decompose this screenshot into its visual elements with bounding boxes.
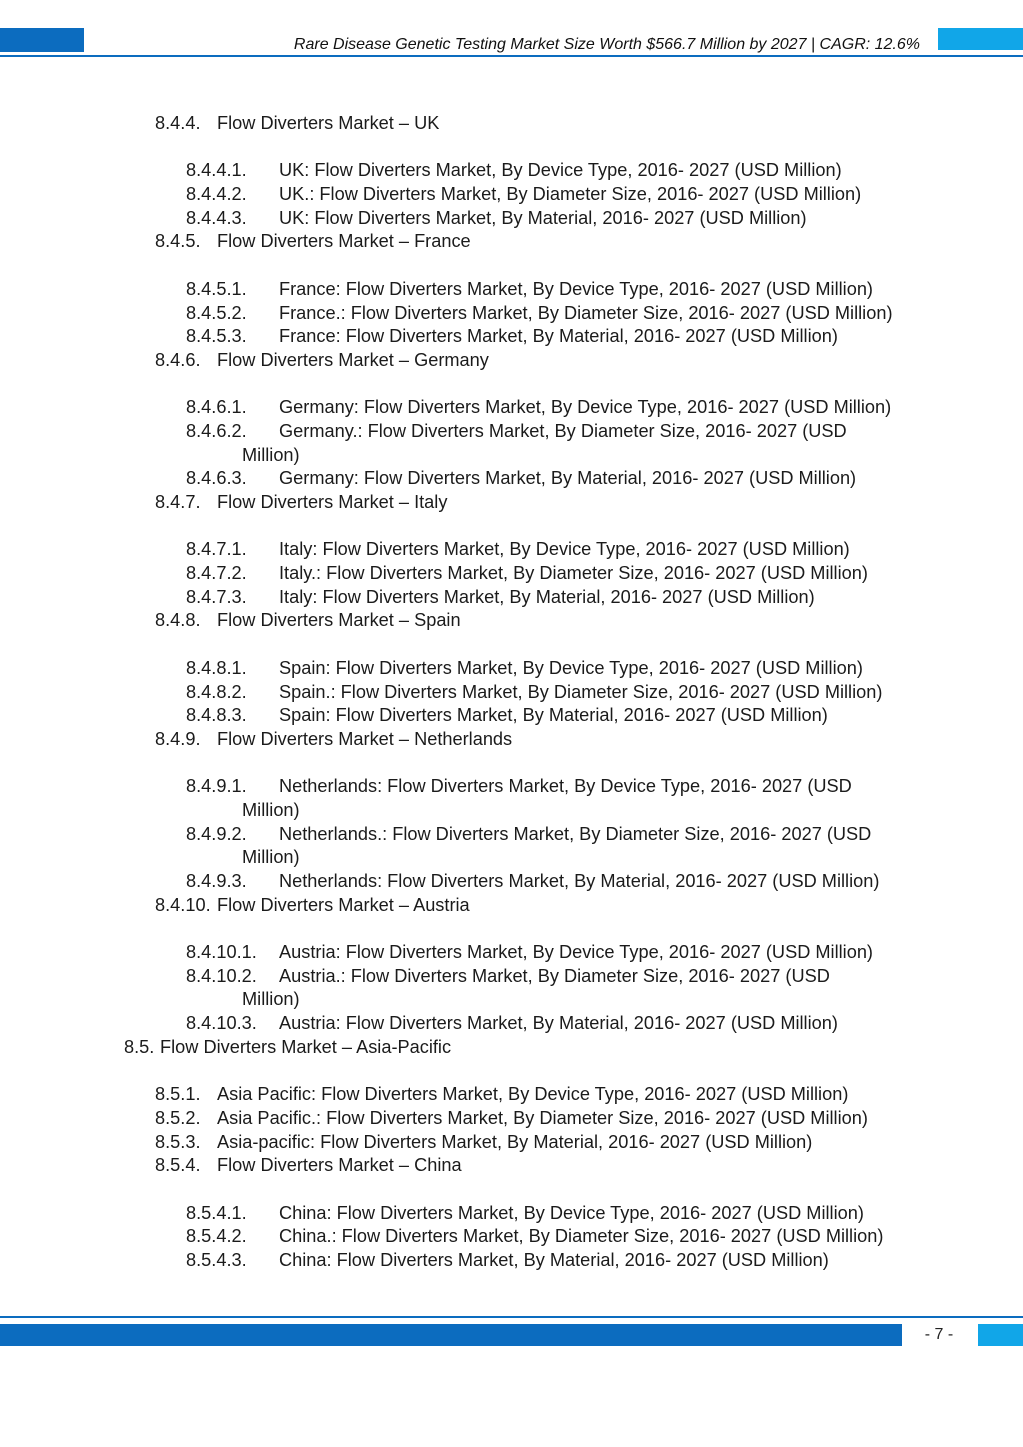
toc-entry[interactable] <box>0 941 1023 965</box>
toc-entry-title: Flow Diverters Market – Italy <box>217 492 448 513</box>
toc-entry-title: Asia-pacific: Flow Diverters Market, By Material, 2016- 2027 (USD Million) <box>217 1131 813 1152</box>
toc-entry-title-continuation: Million) <box>242 847 300 868</box>
toc-entry-number: 8.4.6.1. <box>186 397 247 418</box>
toc-entry-title: Spain: Flow Diverters Market, By Device Type, 2016- 2027 (USD Million) <box>279 657 863 678</box>
toc-entry-number: 8.4.6.3. <box>186 468 247 489</box>
toc-entry[interactable] <box>0 1249 1023 1273</box>
toc-entry-number: 8.4.5.2. <box>186 302 247 323</box>
toc-entry[interactable] <box>0 1202 1023 1226</box>
toc-entry[interactable] <box>0 823 1023 870</box>
toc-entry-title: Flow Diverters Market – UK <box>217 113 440 133</box>
toc-entry-number: 8.4.8. <box>155 610 201 631</box>
toc-entry-title: Italy: Flow Diverters Market, By Device Type, 2016- 2027 (USD Million) <box>279 539 850 560</box>
toc-entry-title: Flow Diverters Market – Austria <box>217 894 470 915</box>
toc-entry[interactable] <box>0 586 1023 610</box>
toc-entry-number: 8.4.10.2. <box>186 965 257 986</box>
toc-entry-number: 8.4.7.2. <box>186 563 247 584</box>
toc-entry-title: France.: Flow Diverters Market, By Diameter Size, 2016- 2027 (USD Million) <box>279 302 893 323</box>
page-header-title: Rare Disease Genetic Testing Market Size Worth $566.7 Million by 2027 | CAGR: 12.6% <box>293 36 920 53</box>
toc-entry-number: 8.5.2. <box>155 1107 201 1128</box>
toc-entry-number: 8.4.8.2. <box>186 681 247 702</box>
toc-entry-title: Austria: Flow Diverters Market, By Material, 2016- 2027 (USD Million) <box>279 1013 838 1034</box>
toc-spacer <box>0 917 1023 941</box>
toc-entry-title: Italy.: Flow Diverters Market, By Diameter Size, 2016- 2027 (USD Million) <box>279 563 868 584</box>
toc-entry[interactable] <box>0 278 1023 302</box>
toc-entry-title: Flow Diverters Market – China <box>217 1155 462 1176</box>
toc-entry-title: Flow Diverters Market – Netherlands <box>217 728 513 749</box>
toc-entry-title: Spain: Flow Diverters Market, By Material, 2016- 2027 (USD Million) <box>279 705 828 726</box>
toc-entry-number: 8.4.4.2. <box>186 184 247 205</box>
toc-entry-title: Flow Diverters Market – Spain <box>217 610 461 631</box>
toc-entry-title: Germany: Flow Diverters Market, By Material, 2016- 2027 (USD Million) <box>279 468 857 489</box>
toc-entry[interactable] <box>0 112 1023 136</box>
toc-entry[interactable] <box>0 420 1023 467</box>
toc-entry-number: 8.4.7. <box>155 492 201 513</box>
toc-entry-title: China: Flow Diverters Market, By Device Type, 2016- 2027 (USD Million) <box>279 1202 864 1223</box>
toc-spacer <box>0 1178 1023 1202</box>
toc-spacer <box>0 515 1023 539</box>
footer-accent-bar <box>0 1324 902 1346</box>
toc-entry-title: China: Flow Diverters Market, By Material, 2016- 2027 (USD Million) <box>279 1250 829 1271</box>
toc-entry-title: Netherlands: Flow Diverters Market, By Device Type, 2016- 2027 (USD <box>279 776 852 797</box>
toc-entry[interactable] <box>0 467 1023 491</box>
toc-entry-number: 8.4.9.3. <box>186 871 247 892</box>
toc-entry[interactable] <box>0 609 1023 633</box>
toc-entry[interactable] <box>0 562 1023 586</box>
toc-entry-title: Austria: Flow Diverters Market, By Device Type, 2016- 2027 (USD Million) <box>279 942 873 963</box>
toc-entry-number: 8.4.9.1. <box>186 776 247 797</box>
toc-entry[interactable] <box>0 1154 1023 1178</box>
toc-entry-title-continuation: Million) <box>242 444 300 465</box>
toc-entry[interactable] <box>0 1131 1023 1155</box>
toc-entry-title: Italy: Flow Diverters Market, By Material, 2016- 2027 (USD Million) <box>279 586 815 607</box>
toc-entry-title: Netherlands: Flow Diverters Market, By Material, 2016- 2027 (USD Million) <box>279 871 880 892</box>
footer-accent-right <box>978 1324 1023 1346</box>
toc-entry-title: Flow Diverters Market – Germany <box>217 349 489 370</box>
toc-entry-number: 8.4.10. <box>155 894 211 915</box>
toc-entry-number: 8.4.10.1. <box>186 942 257 963</box>
toc-entry[interactable] <box>0 870 1023 894</box>
toc-entry-title: France: Flow Diverters Market, By Device Type, 2016- 2027 (USD Million) <box>279 278 873 299</box>
toc-entry[interactable] <box>0 728 1023 752</box>
toc-entry-number: 8.4.8.1. <box>186 657 247 678</box>
toc-entry-number: 8.4.4. <box>155 113 201 133</box>
toc-entry[interactable] <box>0 302 1023 326</box>
toc-entry-title: Flow Diverters Market – France <box>217 231 471 252</box>
toc-entry-number: 8.5.4.3. <box>186 1250 247 1271</box>
toc-entry[interactable] <box>0 1036 1023 1060</box>
header-accent-left <box>0 28 84 52</box>
toc-entry-number: 8.5.4.2. <box>186 1226 247 1247</box>
toc-entry-title: UK.: Flow Diverters Market, By Diameter Size, 2016- 2027 (USD Million) <box>279 184 862 205</box>
toc-entry[interactable] <box>0 681 1023 705</box>
header-rule <box>0 55 1023 57</box>
toc-entry-title: UK: Flow Diverters Market, By Material, 2016- 2027 (USD Million) <box>279 207 807 228</box>
toc-entry-number: 8.4.4.1. <box>186 160 247 181</box>
toc-spacer <box>0 373 1023 397</box>
toc-spacer <box>0 1060 1023 1084</box>
header-accent-right <box>938 28 1023 50</box>
toc-entry[interactable] <box>0 396 1023 420</box>
toc-entry[interactable] <box>0 775 1023 822</box>
toc-entry[interactable] <box>0 894 1023 918</box>
toc-entry-title: France: Flow Diverters Market, By Material, 2016- 2027 (USD Million) <box>279 326 838 347</box>
footer-rule <box>0 1316 1023 1318</box>
toc-entry-number: 8.4.4.3. <box>186 207 247 228</box>
toc-entry-number: 8.5. <box>124 1036 155 1057</box>
toc-entry[interactable] <box>0 1225 1023 1249</box>
toc-entry[interactable] <box>0 538 1023 562</box>
toc-entry-number: 8.4.7.3. <box>186 586 247 607</box>
toc-spacer <box>0 254 1023 278</box>
toc-entry[interactable] <box>0 704 1023 728</box>
toc-entry-title: Asia Pacific: Flow Diverters Market, By Device Type, 2016- 2027 (USD Million) <box>217 1084 849 1105</box>
toc-entry-title: Austria.: Flow Diverters Market, By Diameter Size, 2016- 2027 (USD <box>279 965 830 986</box>
toc-entry[interactable] <box>0 325 1023 349</box>
toc-spacer <box>0 633 1023 657</box>
toc-entry-title: Flow Diverters Market – Asia-Pacific <box>160 1036 452 1057</box>
toc-spacer <box>0 136 1023 160</box>
toc-entry-number: 8.4.10.3. <box>186 1013 257 1034</box>
table-of-contents <box>0 112 1023 1273</box>
toc-entry-title: Netherlands.: Flow Diverters Market, By Diameter Size, 2016- 2027 (USD <box>279 823 872 844</box>
toc-entry-number: 8.4.5.1. <box>186 278 247 299</box>
toc-entry-title: Spain.: Flow Diverters Market, By Diameter Size, 2016- 2027 (USD Million) <box>279 681 883 702</box>
toc-entry-title: UK: Flow Diverters Market, By Device Type, 2016- 2027 (USD Million) <box>279 160 842 181</box>
toc-entry[interactable] <box>0 230 1023 254</box>
page-number: - 7 - <box>924 1326 954 1343</box>
toc-entry-title: China.: Flow Diverters Market, By Diameter Size, 2016- 2027 (USD Million) <box>279 1226 884 1247</box>
toc-entry-number: 8.4.9.2. <box>186 823 247 844</box>
toc-entry-number: 8.4.9. <box>155 728 201 749</box>
toc-entry-number: 8.4.7.1. <box>186 539 247 560</box>
toc-entry-title-continuation: Million) <box>242 989 300 1010</box>
toc-entry-number: 8.4.5.3. <box>186 326 247 347</box>
toc-entry-number: 8.5.3. <box>155 1131 201 1152</box>
toc-entry[interactable] <box>0 1012 1023 1036</box>
toc-entry-title: Asia Pacific.: Flow Diverters Market, By Diameter Size, 2016- 2027 (USD Million) <box>217 1107 868 1128</box>
toc-entry[interactable] <box>0 491 1023 515</box>
toc-entry-number: 8.4.5. <box>155 231 201 252</box>
toc-entry-number: 8.5.4. <box>155 1155 201 1176</box>
toc-entry[interactable] <box>0 1083 1023 1107</box>
toc-entry-number: 8.5.1. <box>155 1084 201 1105</box>
toc-entry-number: 8.4.6.2. <box>186 420 247 441</box>
toc-entry[interactable] <box>0 349 1023 373</box>
toc-entry-number: 8.4.6. <box>155 349 201 370</box>
toc-entry-number: 8.4.8.3. <box>186 705 247 726</box>
toc-entry[interactable] <box>0 159 1023 183</box>
toc-entry-title-continuation: Million) <box>242 799 300 820</box>
toc-entry[interactable] <box>0 207 1023 231</box>
toc-entry[interactable] <box>0 657 1023 681</box>
toc-entry-number: 8.5.4.1. <box>186 1202 247 1223</box>
toc-entry-title: Germany: Flow Diverters Market, By Device Type, 2016- 2027 (USD Million) <box>279 397 892 418</box>
toc-spacer <box>0 752 1023 776</box>
toc-entry-title: Germany.: Flow Diverters Market, By Diameter Size, 2016- 2027 (USD <box>279 420 847 441</box>
toc-entry[interactable] <box>0 1107 1023 1131</box>
toc-entry[interactable] <box>0 183 1023 207</box>
toc-entry[interactable] <box>0 965 1023 1012</box>
